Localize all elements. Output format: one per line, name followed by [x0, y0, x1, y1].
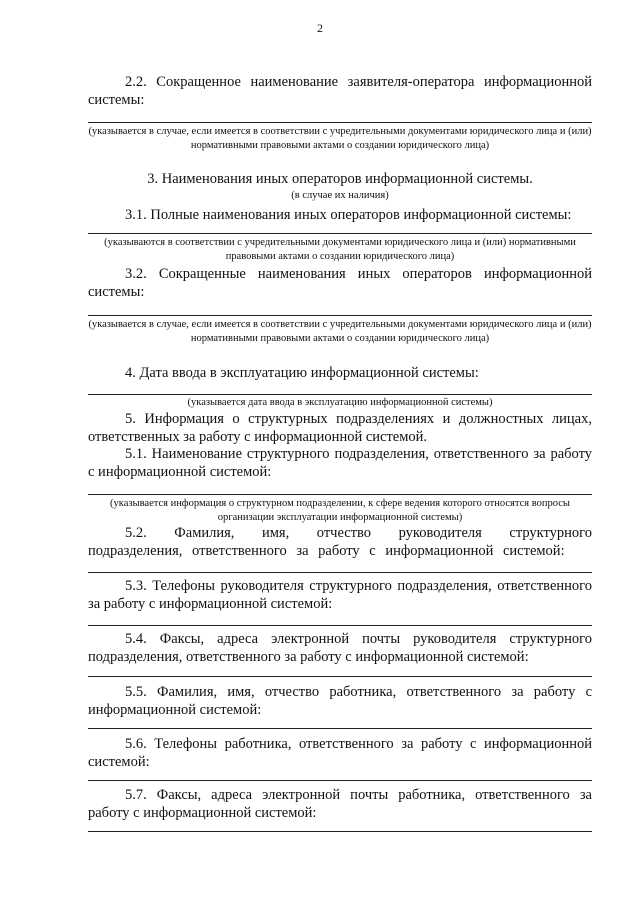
page-number: 2	[317, 21, 323, 35]
section-5-7-text: 5.7. Факсы, адреса электронной почты работника, ответственного за работу с информационной системой:	[88, 787, 592, 821]
fill-line-3-2[interactable]	[88, 315, 592, 316]
section-5-text: 5. Информация о структурных подразделениях и должностных лицах, ответственных за работу с информационной системой.	[88, 411, 592, 445]
section-5-2-text: 5.2. Фамилия, имя, отчество руководителя структурного подразделения, ответственного за работу с информационной системой:	[88, 525, 592, 559]
fill-line-5-7[interactable]	[88, 831, 592, 832]
section-5-6-text: 5.6. Телефоны работника, ответственного за работу с информационной системой:	[88, 736, 592, 770]
section-3-2-caption: (указывается в случае, если имеется в соответствии с учредительными документами юридического лица и (или) нормативными правовыми актами о создании юридического лица)	[88, 319, 592, 344]
section-3-1-text: 3.1. Полные наименования иных операторов информационной системы:	[125, 207, 572, 223]
section-3-subheading: (в случае их наличия)	[291, 190, 389, 201]
section-4-caption: (указывается дата ввода в эксплуатацию информационной системы)	[187, 397, 493, 408]
fill-line-5-3[interactable]	[88, 625, 592, 626]
section-3-2-text: 3.2. Сокращенные наименования иных операторов информационной системы:	[88, 266, 592, 300]
section-5-1-caption: (указывается информация о структурном подразделении, к сфере ведения которого относятся вопросы организации эксплуатации информационной системы)	[110, 498, 570, 523]
section-5-4-text: 5.4. Факсы, адреса электронной почты руководителя структурного подразделения, ответственного за работу с информационной системой:	[88, 631, 592, 665]
fill-line-5-6[interactable]	[88, 780, 592, 781]
section-5-5-text: 5.5. Фамилия, имя, отчество работника, ответственного за работу с информационной системой:	[88, 684, 592, 718]
fill-line-5-1[interactable]	[88, 494, 592, 495]
section-4-text: 4. Дата ввода в эксплуатацию информационной системы:	[125, 365, 479, 381]
fill-line-4[interactable]	[88, 394, 592, 395]
fill-line-5-5[interactable]	[88, 728, 592, 729]
section-3-1-caption: (указываются в соответствии с учредительными документами юридического лица и (или) нормативными правовыми актами о создании юридического лица)	[104, 237, 576, 262]
section-2-2-caption: (указывается в случае, если имеется в соответствии с учредительными документами юридического лица и (или) нормативными правовыми актами о создании юридического лица)	[88, 126, 592, 151]
section-3-heading: 3. Наименования иных операторов информационной системы.	[147, 171, 533, 187]
fill-line-3-1[interactable]	[88, 233, 592, 234]
section-5-1-text: 5.1. Наименование структурного подразделения, ответственного за работу с информационной системой:	[88, 446, 592, 480]
fill-line-2-2[interactable]	[88, 122, 592, 123]
section-5-3-text: 5.3. Телефоны руководителя структурного подразделения, ответственного за работу с информационной системой:	[88, 578, 592, 612]
section-2-2-text: 2.2. Сокращенное наименование заявителя-оператора информационной системы:	[88, 74, 592, 108]
fill-line-5-4[interactable]	[88, 676, 592, 677]
fill-line-5-2[interactable]	[88, 572, 592, 573]
